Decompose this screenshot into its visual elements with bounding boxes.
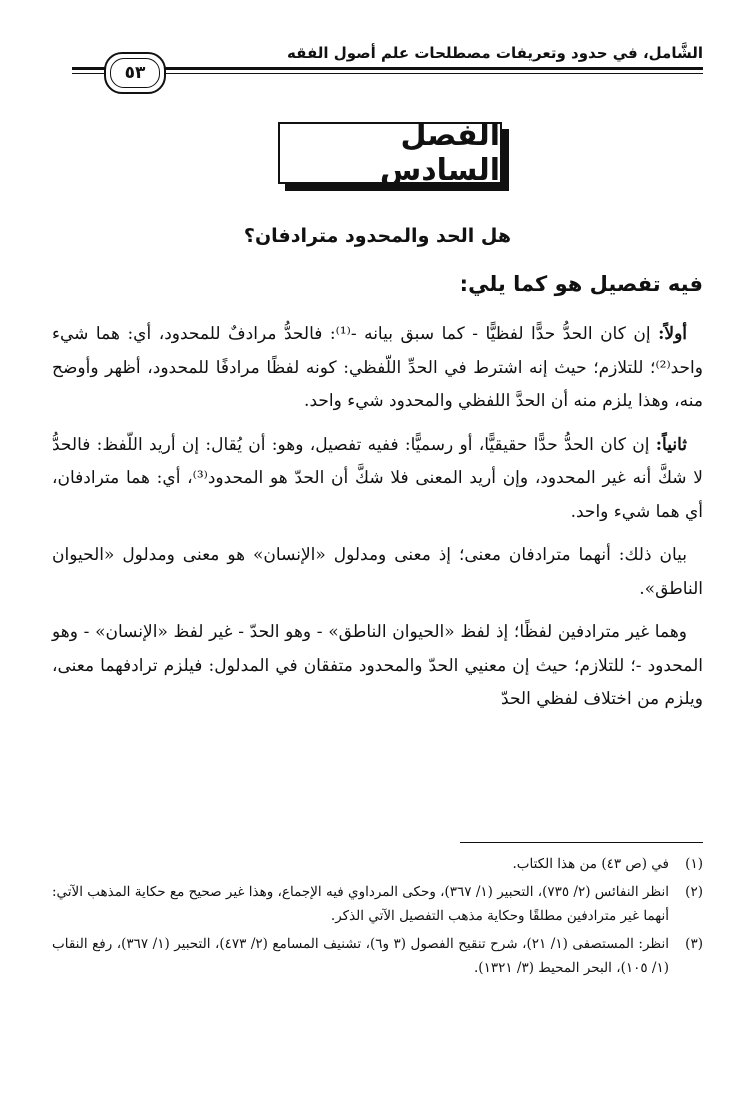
paragraph-text: إن كان الحدُّ حدًّا حقيقيًّا، أو رسميًّا: ففيه تفصيل، وهو: أن يُقال: إن أريد اللّفظ: فالحدُّ لا شكَّ أنه غير المحدود، وإن أريد المعنى فلا شكَّ أن الحدّ هو المحدود⁽³⁾، أي: هما مترادفان، أي هما شيء واحد. [52, 434, 703, 522]
footnote [52, 932, 703, 980]
footnote [52, 852, 703, 876]
body-text [52, 318, 703, 727]
footnote [52, 880, 703, 928]
footnotes [52, 852, 703, 984]
paragraph [52, 429, 703, 530]
footnote-text: في (ص ٤٣) من هذا الكتاب. [512, 856, 669, 872]
chapter-title: الفصل السادس [379, 118, 500, 188]
paragraph-text: وهما غير مترادفين لفظًا؛ إذ لفظ «الحيوان الناطق» - وهو الحدّ - غير لفظ «الإنسان» - وهو المحدود -؛ للتلازم؛ حيث إن معنيي الحدّ والمحدود متفقان في المدلول: فيلزم ترادفهما معنى، ويلزم من اختلاف لفظي الحدّ [52, 622, 703, 709]
footnote-number: (٢) [685, 884, 703, 900]
footnote-text: انظر: المستصفى (١/ ٢١)، شرح تنقيح الفصول (٣ و٦)، تشنيف المسامع (٢/ ٤٧٣)، التحبير (١/ ٣٦٧)، رفع النقاب (١/ ١٠٥)، البحر المحيط (٣/ ١٣٢١). [52, 936, 669, 976]
footnote-text: انظر النفائس (٢/ ٧٣٥)، التحبير (١/ ٣٦٧)، وحكى المرداوي فيه الإجماع، وهذا غير صحيح مع حكاية المذهب الآتي: أنهما غير مترادفين مطلقًا وحكاية مذهب التفصيل الآتي الذكر. [52, 884, 669, 924]
section-intro: فيه تفصيل هو كما يلي: [459, 272, 703, 296]
page-number [104, 52, 166, 94]
paragraph [52, 318, 703, 419]
paragraph [52, 616, 703, 717]
footnote-number: (١) [685, 856, 703, 872]
header-rule [72, 67, 703, 70]
section-question: هل الحد والمحدود مترادفان؟ [243, 225, 512, 247]
paragraph-lead: أولاً: [658, 324, 688, 344]
running-title: الشَّامل، في حدود وتعريفات مصطلحات علم أصول الفقه [287, 44, 703, 62]
paragraph-lead: ثانياً: [655, 434, 687, 455]
footnote-rule [460, 842, 703, 843]
chapter-title-box [278, 118, 502, 188]
paragraph-text: بيان ذلك: أنهما مترادفان معنى؛ إذ معنى ومدلول «الإنسان» هو معنى ومدلول «الحيوان الناطق». [52, 545, 703, 599]
paragraph-text: إن كان الحدُّ حدًّا لفظيًّا - كما سبق بيانه -⁽¹⁾: فالحدُّ مرادفٌ للمحدود، أي: هما شيء واحد⁽²⁾؛ للتلازم؛ حيث إنه اشترط في الحدِّ اللّفظي: كونه لفظًا مرادفًا للمحدود، أظهر وأوضح منه، وهذا يلزم منه أن الحدَّ اللفظي والمحدود شيء واحد. [52, 324, 703, 411]
page-number-label: ٥٣ [124, 63, 146, 83]
paragraph [52, 539, 703, 606]
footnote-number: (٣) [685, 936, 703, 952]
header-rule-thin [72, 73, 703, 74]
